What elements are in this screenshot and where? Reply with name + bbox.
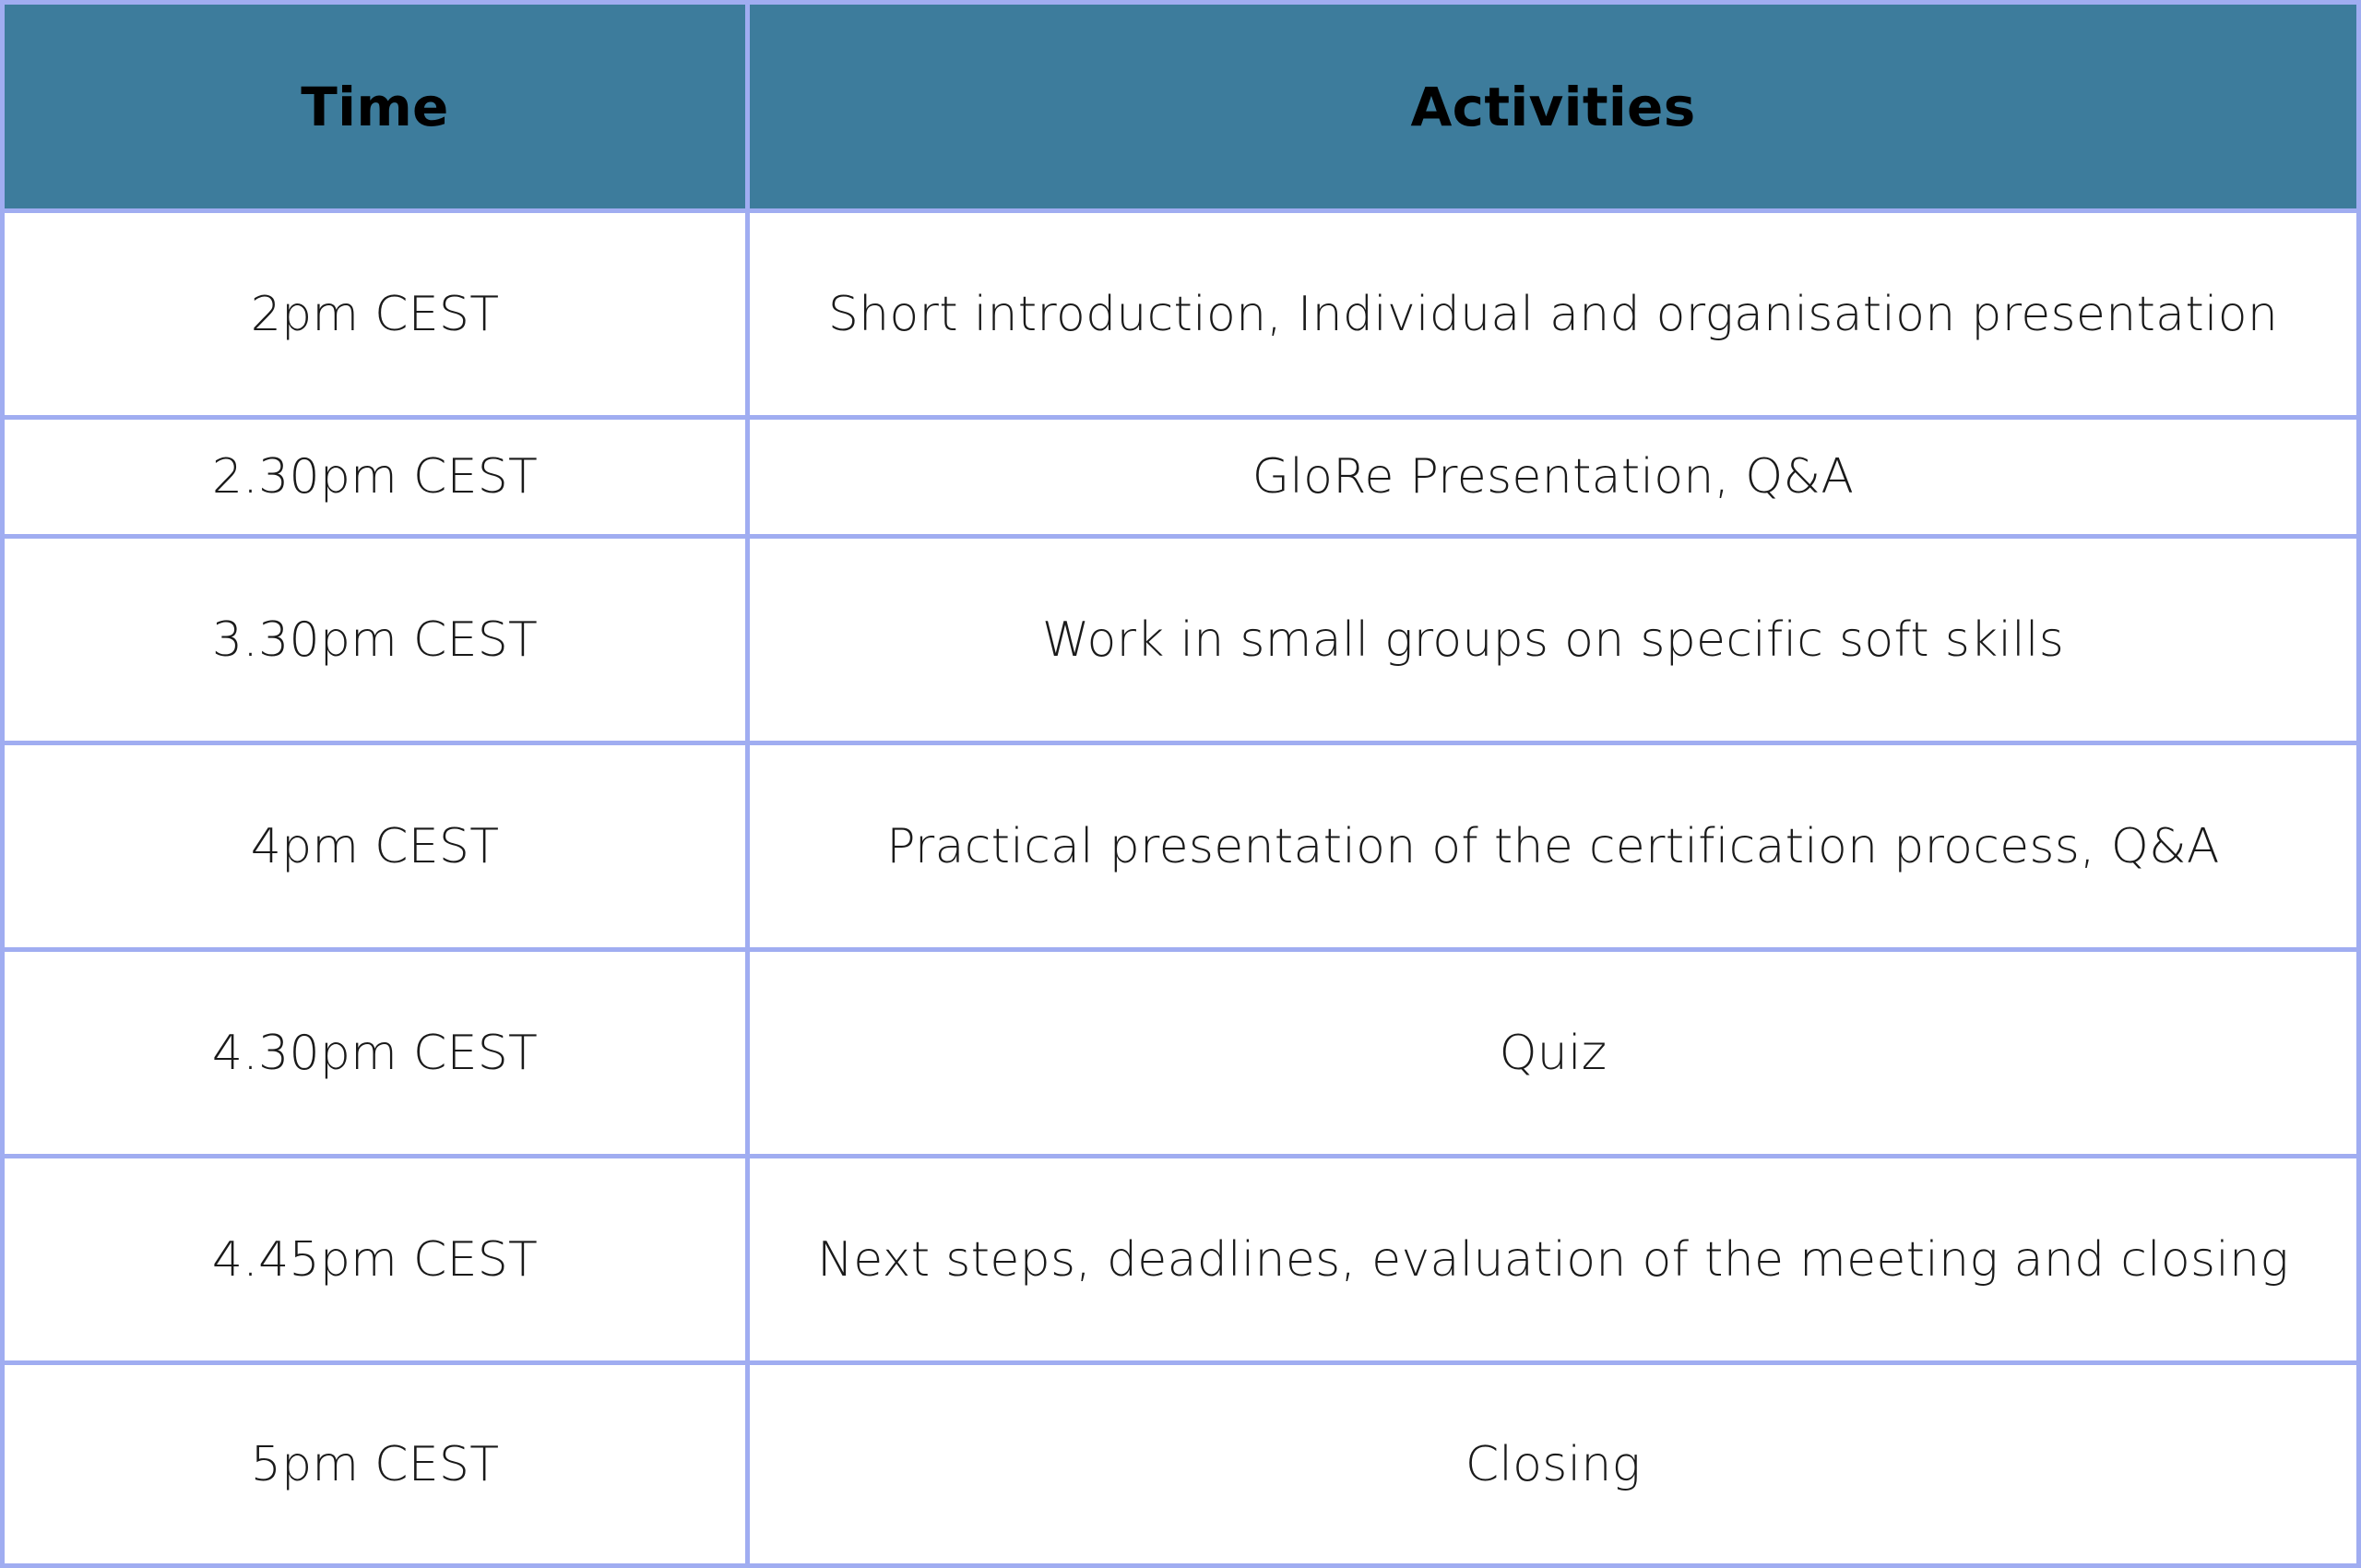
time-cell: 2pm CEST (5, 213, 750, 415)
table-header-row (5, 5, 2356, 208)
activity-cell: Short introduction, Individual and organisation presentation (827, 286, 2279, 342)
activity-cell: Work in small groups on specific soft skills (1041, 612, 2065, 668)
table-row (5, 1360, 2356, 1563)
table-row (5, 534, 2356, 741)
activity-cell: Next steps, deadlines, evaluation of the meeting and closing (817, 1231, 2289, 1288)
time-cell: 4.45pm CEST (5, 1158, 750, 1360)
activity-cell: Closing (1465, 1436, 1642, 1492)
column-header-activities: Activities (1410, 75, 1696, 138)
time-cell: 4.30pm CEST (5, 952, 750, 1154)
column-header-time: Time (5, 5, 750, 208)
table-row (5, 741, 2356, 947)
activity-cell: Practical presentation of the certification process, Q&A (886, 818, 2220, 874)
table-row (5, 415, 2356, 534)
time-cell: 3.30pm CEST (5, 539, 750, 741)
time-cell: 2.30pm CEST (5, 420, 750, 534)
time-cell: 5pm CEST (5, 1365, 750, 1563)
table-row (5, 208, 2356, 415)
table-row (5, 1154, 2356, 1360)
time-cell: 4pm CEST (5, 745, 750, 947)
activity-cell: Quiz (1499, 1025, 1608, 1081)
activity-cell: GloRe Presentation, Q&A (1252, 449, 1855, 505)
table-row (5, 947, 2356, 1154)
